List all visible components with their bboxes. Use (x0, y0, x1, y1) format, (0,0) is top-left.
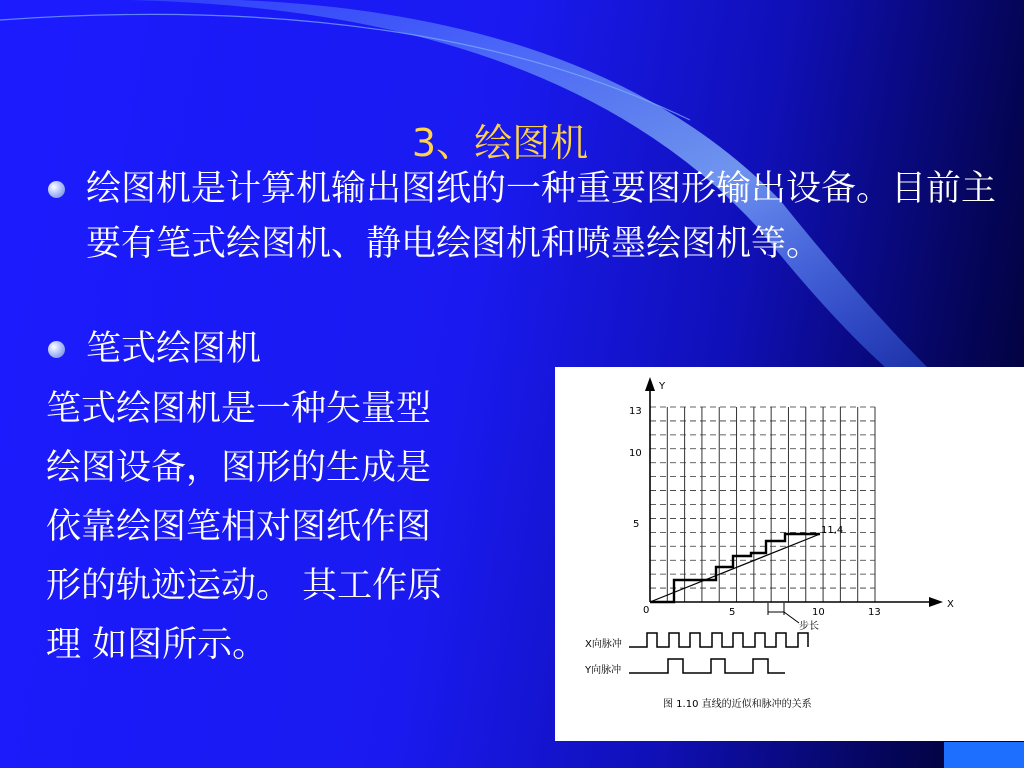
paragraph-line: 依靠绘图笔相对图纸作图 (46, 507, 432, 547)
bullet-dot-icon (48, 341, 65, 358)
plotter-figure (555, 367, 1024, 741)
y-pulse-train (629, 659, 785, 673)
step-label: 步长 (799, 621, 819, 632)
figure-drawing (555, 367, 1024, 741)
bullet-item-plotter-intro (48, 162, 998, 272)
bullet-item-pen-plotter (48, 322, 548, 377)
body-paragraph (46, 380, 566, 675)
paragraph-line: 理 如图所示。 (46, 625, 268, 665)
x-pulse-train (629, 633, 808, 647)
paragraph-line: 笔式绘图机是一种矢量型 (46, 389, 432, 429)
bullet-dot-icon (48, 181, 65, 198)
x-tick-label: 10 (812, 607, 825, 618)
y-tick-label: 13 (629, 406, 642, 417)
x-pulse-label: X向脉冲 (585, 639, 622, 650)
bullet-text: 绘图机是计算机输出图纸的一种重要图形输出设备。目前主要有笔式绘图机、静电绘图机和喷墨绘图机等。 (86, 169, 997, 264)
end-point-label: 11,4 (821, 525, 844, 536)
x-tick-label: 13 (868, 607, 881, 618)
paragraph-line: 形的轨迹运动。 其工作原 (46, 566, 443, 606)
corner-decoration (944, 742, 1024, 768)
y-tick-label: 5 (633, 519, 640, 530)
figure-grid (650, 407, 875, 602)
bullet-text: 笔式绘图机 (86, 329, 262, 369)
y-pulse-label: Y向脉冲 (585, 665, 622, 676)
x-axis-arrow-icon (929, 597, 943, 607)
slide-title: 3、绘图机 (411, 121, 589, 165)
x-tick-label: 0 (643, 605, 650, 616)
step-leader (784, 612, 799, 623)
paragraph-line: 绘图设备，图形的生成是 (46, 448, 432, 488)
y-axis-label: Y (659, 381, 666, 392)
ideal-line (650, 534, 820, 602)
x-tick-label: 5 (729, 607, 736, 618)
figure-caption: 图 1.10 直线的近似和脉冲的关系 (663, 699, 812, 710)
x-axis-label: X (947, 599, 954, 610)
y-axis-arrow-icon (645, 377, 655, 391)
y-tick-label: 10 (629, 448, 642, 459)
